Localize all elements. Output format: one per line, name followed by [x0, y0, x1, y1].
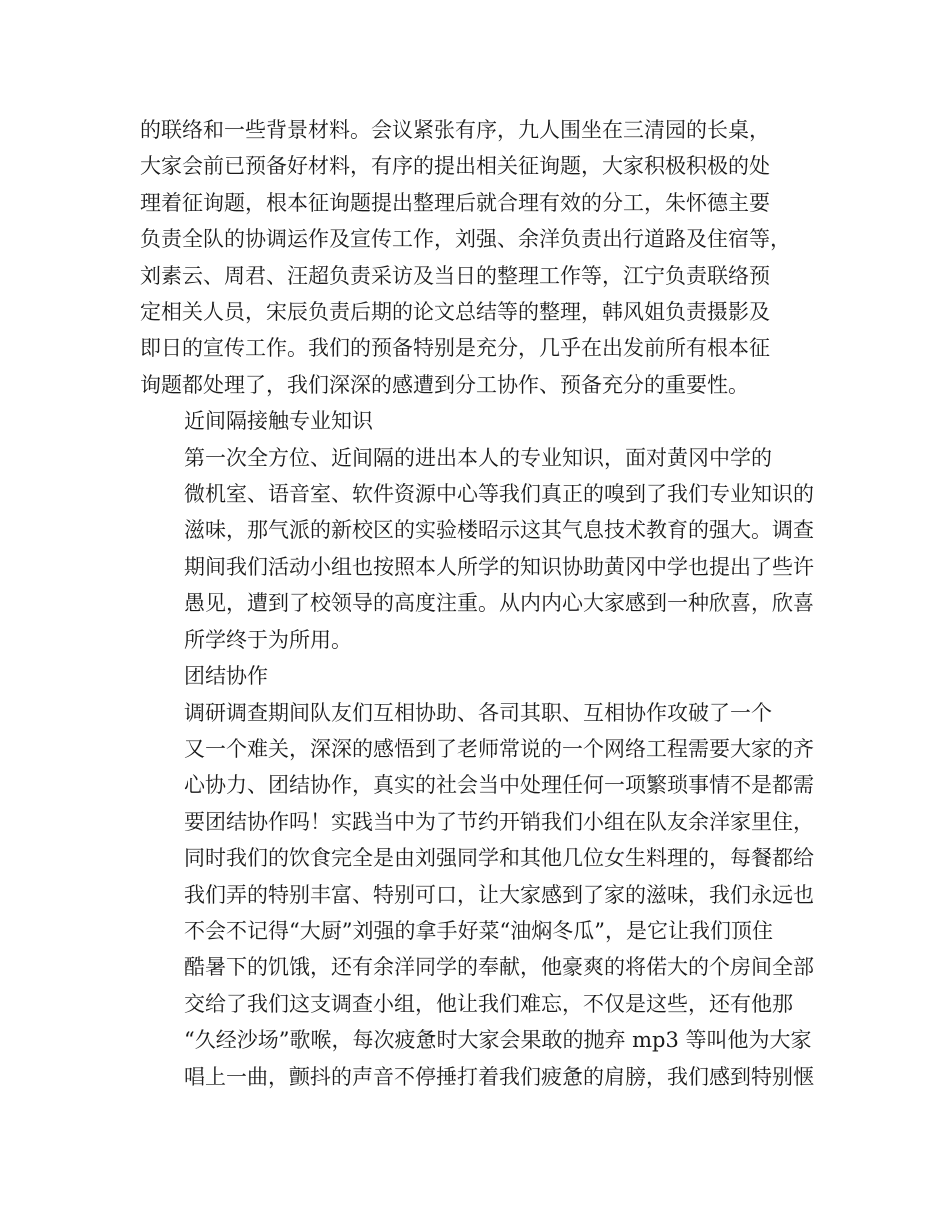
- paragraph-continued: 的联络和一些背景材料。会议紧张有序，九人围坐在三清园的长桌， 大家会前已预备好材料，有序的提出相关征询题，大家积极积极的处 理着征询题，根本征询题提出整理后就合理有效的分工，朱怀德主要 负责全队的协调运作及宣传工作，刘强、余洋负责出行道路及住宿等， 刘素云、周君、汪超负责采访及当日的整理工作等，江宁负责联络预 定相关人员，宋辰负责后期的论文总结等的整理，韩风姐负责摄影及 即日的宣传工作。我们的预备特别是充分，几乎在出发前所有根本征 询题都处理了，我们深深的感遭到分工协作、预备充分的重要性。: [140, 118, 791, 397]
- section-heading-professional-knowledge: 近间隔接触专业知识: [184, 409, 373, 434]
- document-body: [140, 112, 820, 1095]
- paragraph-teamwork: 调研调查期间队友们互相协助、各司其职、互相协作攻破了一个 又一个难关，深深的感悟到了老师常说的一个网络工程需要大家的齐 心协力、团结协作，真实的社会当中处理任何一项繁琐事情不是都需 要团结协作吗！实践当中为了节约开销我们小组在队友余洋家里住， 同时我们的饮食完全是由刘强同学和其他几位女生料理的，每餐都给 我们弄的特别丰富、特别可口，让大家感到了家的滋味，我们永远也 不会不记得“大厨”刘强的拿手好菜“油焖冬瓜”，是它让我们顶住 酷暑下的饥饿，还有余洋同学的奉献，他豪爽的将偌大的个房间全部 交给了我们这支调查小组，他让我们难忘，不仅是这些，还有他那 “久经沙场”歌喉，每次疲惫时大家会果敢的抛弃 mp3 等叫他为大家 唱上一曲，颤抖的声音不停捶打着我们疲惫的肩膀，我们感到特别惬: [184, 700, 814, 1089]
- section-heading-teamwork: 团结协作: [184, 664, 268, 689]
- paragraph-professional-knowledge: 第一次全方位、近间隔的进出本人的专业知识，面对黄冈中学的 微机室、语音室、软件资源中心等我们真正的嗅到了我们专业知识的 滋味，那气派的新校区的实验楼昭示这其气息技术教育的强大。调查 期间我们活动小组也按照本人所学的知识协助黄冈中学也提出了些许 愚见，遭到了校领导的高度注重。从内内心大家感到一种欣喜，欣喜 所学终于为所用。: [184, 445, 814, 652]
